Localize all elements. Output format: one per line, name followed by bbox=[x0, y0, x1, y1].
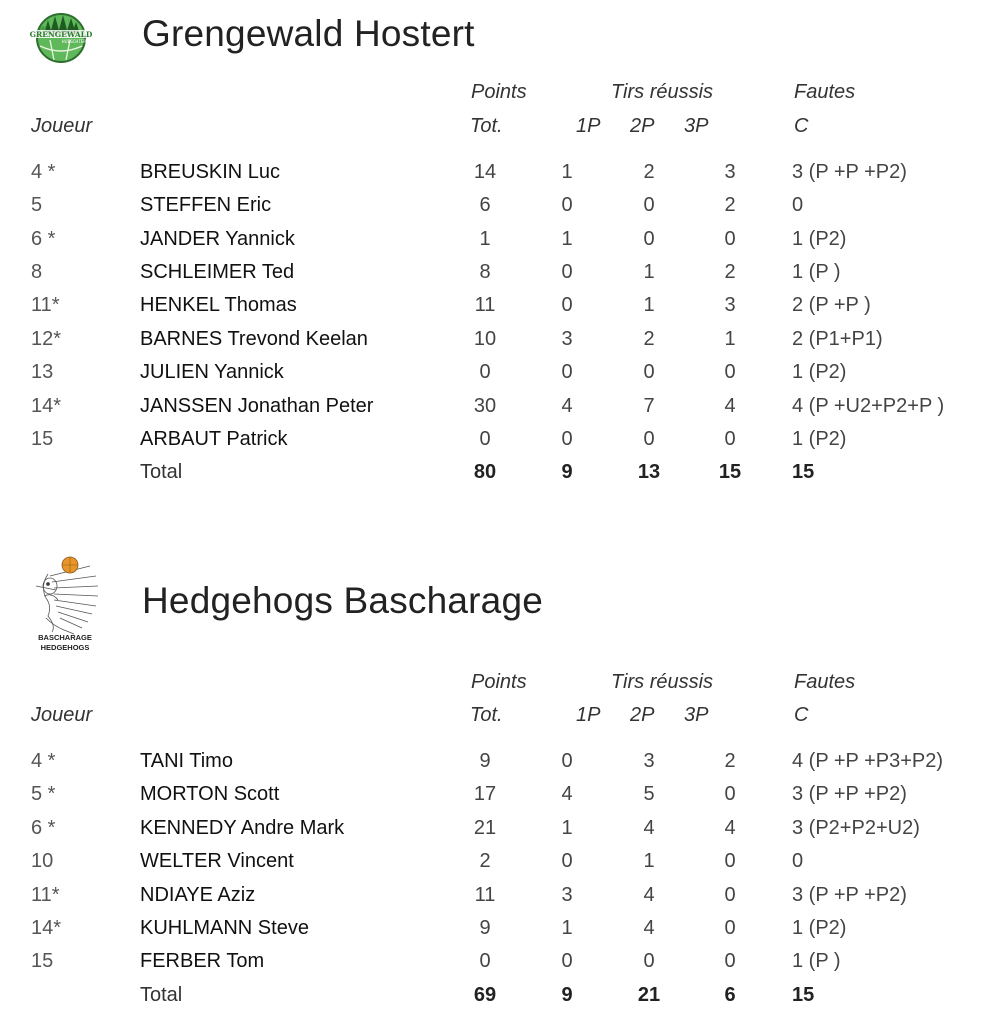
total-row bbox=[0, 984, 1000, 1017]
fouls: 1 (P ) bbox=[792, 261, 841, 283]
header-shots: Tirs réussis bbox=[611, 81, 714, 103]
shots-2p: 4 bbox=[643, 917, 655, 939]
table-row bbox=[0, 328, 1000, 361]
shots-3p: 3 bbox=[724, 161, 736, 183]
fouls: 1 (P2) bbox=[792, 361, 847, 383]
player-number: 5 bbox=[31, 194, 43, 216]
total-2p: 21 bbox=[637, 984, 661, 1006]
table-row bbox=[0, 750, 1000, 783]
header-2p: 2P bbox=[630, 115, 655, 137]
table-row bbox=[0, 950, 1000, 983]
points-total: 0 bbox=[479, 428, 491, 450]
points-total: 6 bbox=[479, 194, 491, 216]
shots-3p: 0 bbox=[724, 950, 736, 972]
shots-3p: 0 bbox=[724, 850, 736, 872]
fouls: 3 (P +P +P2) bbox=[792, 783, 907, 805]
fouls: 1 (P2) bbox=[792, 228, 847, 250]
fouls: 1 (P2) bbox=[792, 917, 847, 939]
shots-2p: 0 bbox=[643, 428, 655, 450]
shots-3p: 4 bbox=[724, 817, 736, 839]
shots-1p: 3 bbox=[561, 328, 573, 350]
fouls: 4 (P +P +P3+P2) bbox=[792, 750, 944, 772]
header-2p: 2P bbox=[630, 704, 655, 726]
fouls: 3 (P +P +P2) bbox=[792, 161, 907, 183]
shots-3p: 1 bbox=[724, 328, 736, 350]
shots-1p: 0 bbox=[561, 261, 573, 283]
fouls: 2 (P +P ) bbox=[792, 294, 871, 316]
grengewald-logo-icon bbox=[30, 12, 92, 64]
shots-2p: 5 bbox=[643, 783, 655, 805]
header-fouls: Fautes bbox=[794, 671, 856, 693]
player-name: HENKEL Thomas bbox=[140, 294, 297, 316]
player-number: 5 * bbox=[31, 783, 56, 805]
total-1p: 9 bbox=[561, 461, 573, 483]
shots-2p: 2 bbox=[643, 328, 655, 350]
shots-1p: 0 bbox=[561, 361, 573, 383]
svg-text:HEDGEHOGS: HEDGEHOGS bbox=[40, 643, 90, 652]
shots-3p: 2 bbox=[724, 261, 736, 283]
player-name: MORTON Scott bbox=[140, 783, 280, 805]
shots-1p: 0 bbox=[561, 750, 573, 772]
points-total: 10 bbox=[473, 328, 497, 350]
points-total: 21 bbox=[473, 817, 497, 839]
shots-2p: 4 bbox=[643, 884, 655, 906]
total-label: Total bbox=[140, 461, 183, 483]
total-points: 80 bbox=[473, 461, 497, 483]
shots-1p: 1 bbox=[561, 161, 573, 183]
total-3p: 6 bbox=[724, 984, 736, 1006]
shots-2p: 2 bbox=[643, 161, 655, 183]
points-total: 11 bbox=[474, 884, 496, 906]
fouls: 2 (P1+P1) bbox=[792, 328, 883, 350]
shots-1p: 0 bbox=[561, 194, 573, 216]
shots-3p: 0 bbox=[724, 884, 736, 906]
table-row bbox=[0, 395, 1000, 428]
svg-text:HUESCHTERT: HUESCHTERT bbox=[61, 39, 89, 44]
header-player: Joueur bbox=[31, 704, 93, 726]
total-label: Total bbox=[140, 984, 183, 1006]
points-total: 17 bbox=[473, 783, 497, 805]
points-total: 9 bbox=[479, 750, 491, 772]
header-1p: 1P bbox=[576, 115, 601, 137]
shots-1p: 1 bbox=[561, 817, 573, 839]
shots-2p: 0 bbox=[643, 950, 655, 972]
points-total: 0 bbox=[479, 950, 491, 972]
header-shots: Tirs réussis bbox=[611, 671, 714, 693]
team-title: Grengewald Hostert bbox=[142, 13, 475, 54]
shots-3p: 3 bbox=[724, 294, 736, 316]
header-3p: 3P bbox=[684, 115, 709, 137]
player-number: 4 * bbox=[31, 161, 56, 183]
table-row bbox=[0, 294, 1000, 327]
points-total: 1 bbox=[479, 228, 491, 250]
player-name: FERBER Tom bbox=[140, 950, 265, 972]
header-fouls-c: C bbox=[794, 115, 809, 137]
shots-2p: 7 bbox=[643, 395, 655, 417]
player-name: JANDER Yannick bbox=[140, 228, 295, 250]
player-name: JULIEN Yannick bbox=[140, 361, 284, 383]
table-row bbox=[0, 194, 1000, 227]
shots-3p: 2 bbox=[724, 194, 736, 216]
header-points: Points bbox=[471, 81, 527, 103]
team-title: Hedgehogs Bascharage bbox=[142, 580, 544, 621]
shots-1p: 1 bbox=[561, 917, 573, 939]
shots-1p: 1 bbox=[561, 228, 573, 250]
header-fouls: Fautes bbox=[794, 81, 856, 103]
shots-1p: 0 bbox=[561, 428, 573, 450]
fouls: 3 (P +P +P2) bbox=[792, 884, 907, 906]
player-number: 14* bbox=[31, 917, 62, 939]
table-row bbox=[0, 884, 1000, 917]
table-row bbox=[0, 783, 1000, 816]
total-fouls: 15 bbox=[792, 984, 815, 1006]
header-total: Tot. bbox=[470, 704, 503, 726]
total-1p: 9 bbox=[561, 984, 573, 1006]
shots-1p: 4 bbox=[561, 395, 573, 417]
total-2p: 13 bbox=[637, 461, 661, 483]
header-1p: 1P bbox=[576, 704, 601, 726]
shots-2p: 0 bbox=[643, 194, 655, 216]
points-total: 8 bbox=[479, 261, 491, 283]
shots-3p: 4 bbox=[724, 395, 736, 417]
shots-2p: 0 bbox=[643, 228, 655, 250]
points-total: 0 bbox=[479, 361, 491, 383]
logo-text: GRENGEWALD bbox=[30, 30, 92, 39]
points-total: 11 bbox=[474, 294, 496, 316]
table-row bbox=[0, 261, 1000, 294]
table-row bbox=[0, 228, 1000, 261]
player-number: 6 * bbox=[31, 228, 56, 250]
player-number: 12* bbox=[31, 328, 62, 350]
table-row bbox=[0, 161, 1000, 194]
player-number: 4 * bbox=[31, 750, 56, 772]
player-name: NDIAYE Aziz bbox=[140, 884, 256, 906]
fouls: 1 (P2) bbox=[792, 428, 847, 450]
fouls: 4 (P +U2+P2+P ) bbox=[792, 395, 945, 417]
fouls: 3 (P2+P2+U2) bbox=[792, 817, 920, 839]
total-row bbox=[0, 461, 1000, 494]
player-name: STEFFEN Eric bbox=[140, 194, 272, 216]
svg-text:BASCHARAGE: BASCHARAGE bbox=[38, 633, 92, 642]
total-3p: 15 bbox=[718, 461, 742, 483]
table-row bbox=[0, 850, 1000, 883]
fouls: 1 (P ) bbox=[792, 950, 841, 972]
shots-2p: 1 bbox=[643, 261, 655, 283]
shots-3p: 0 bbox=[724, 361, 736, 383]
player-name: BREUSKIN Luc bbox=[140, 161, 281, 183]
player-name: ARBAUT Patrick bbox=[140, 428, 288, 450]
table-row bbox=[0, 917, 1000, 950]
header-points: Points bbox=[471, 671, 527, 693]
shots-2p: 0 bbox=[643, 361, 655, 383]
table-row bbox=[0, 817, 1000, 850]
player-number: 10 bbox=[31, 850, 54, 872]
shots-1p: 3 bbox=[561, 884, 573, 906]
points-total: 30 bbox=[473, 395, 497, 417]
player-number: 8 bbox=[31, 261, 43, 283]
player-number: 13 bbox=[31, 361, 54, 383]
shots-3p: 0 bbox=[724, 783, 736, 805]
shots-1p: 0 bbox=[561, 294, 573, 316]
player-number: 11* bbox=[31, 294, 60, 316]
player-number: 14* bbox=[31, 395, 62, 417]
table-row bbox=[0, 361, 1000, 394]
header-fouls-c: C bbox=[794, 704, 809, 726]
total-points: 69 bbox=[473, 984, 497, 1006]
svg-text:BBC: BBC bbox=[39, 26, 48, 31]
shots-3p: 0 bbox=[724, 428, 736, 450]
player-number: 15 bbox=[31, 950, 54, 972]
fouls: 0 bbox=[792, 194, 804, 216]
player-number: 15 bbox=[31, 428, 54, 450]
table-row bbox=[0, 428, 1000, 461]
shots-2p: 1 bbox=[643, 294, 655, 316]
player-number: 11* bbox=[31, 884, 60, 906]
player-name: JANSSEN Jonathan Peter bbox=[140, 395, 374, 417]
points-total: 14 bbox=[473, 161, 497, 183]
fouls: 0 bbox=[792, 850, 804, 872]
player-name: KUHLMANN Steve bbox=[140, 917, 309, 939]
shots-3p: 2 bbox=[724, 750, 736, 772]
points-total: 2 bbox=[479, 850, 491, 872]
header-total: Tot. bbox=[470, 115, 503, 137]
shots-1p: 4 bbox=[561, 783, 573, 805]
player-name: SCHLEIMER Ted bbox=[140, 261, 295, 283]
player-name: BARNES Trevond Keelan bbox=[140, 328, 368, 350]
total-fouls: 15 bbox=[792, 461, 815, 483]
hedgehog-mascot-icon bbox=[30, 556, 100, 656]
shots-3p: 0 bbox=[724, 917, 736, 939]
header-3p: 3P bbox=[684, 704, 709, 726]
shots-2p: 3 bbox=[643, 750, 655, 772]
player-name: WELTER Vincent bbox=[140, 850, 294, 872]
header-player: Joueur bbox=[31, 115, 93, 137]
player-name: TANI Timo bbox=[140, 750, 233, 772]
player-name: KENNEDY Andre Mark bbox=[140, 817, 345, 839]
shots-1p: 0 bbox=[561, 950, 573, 972]
shots-2p: 4 bbox=[643, 817, 655, 839]
shots-1p: 0 bbox=[561, 850, 573, 872]
shots-3p: 0 bbox=[724, 228, 736, 250]
points-total: 9 bbox=[479, 917, 491, 939]
shots-2p: 1 bbox=[643, 850, 655, 872]
player-number: 6 * bbox=[31, 817, 56, 839]
